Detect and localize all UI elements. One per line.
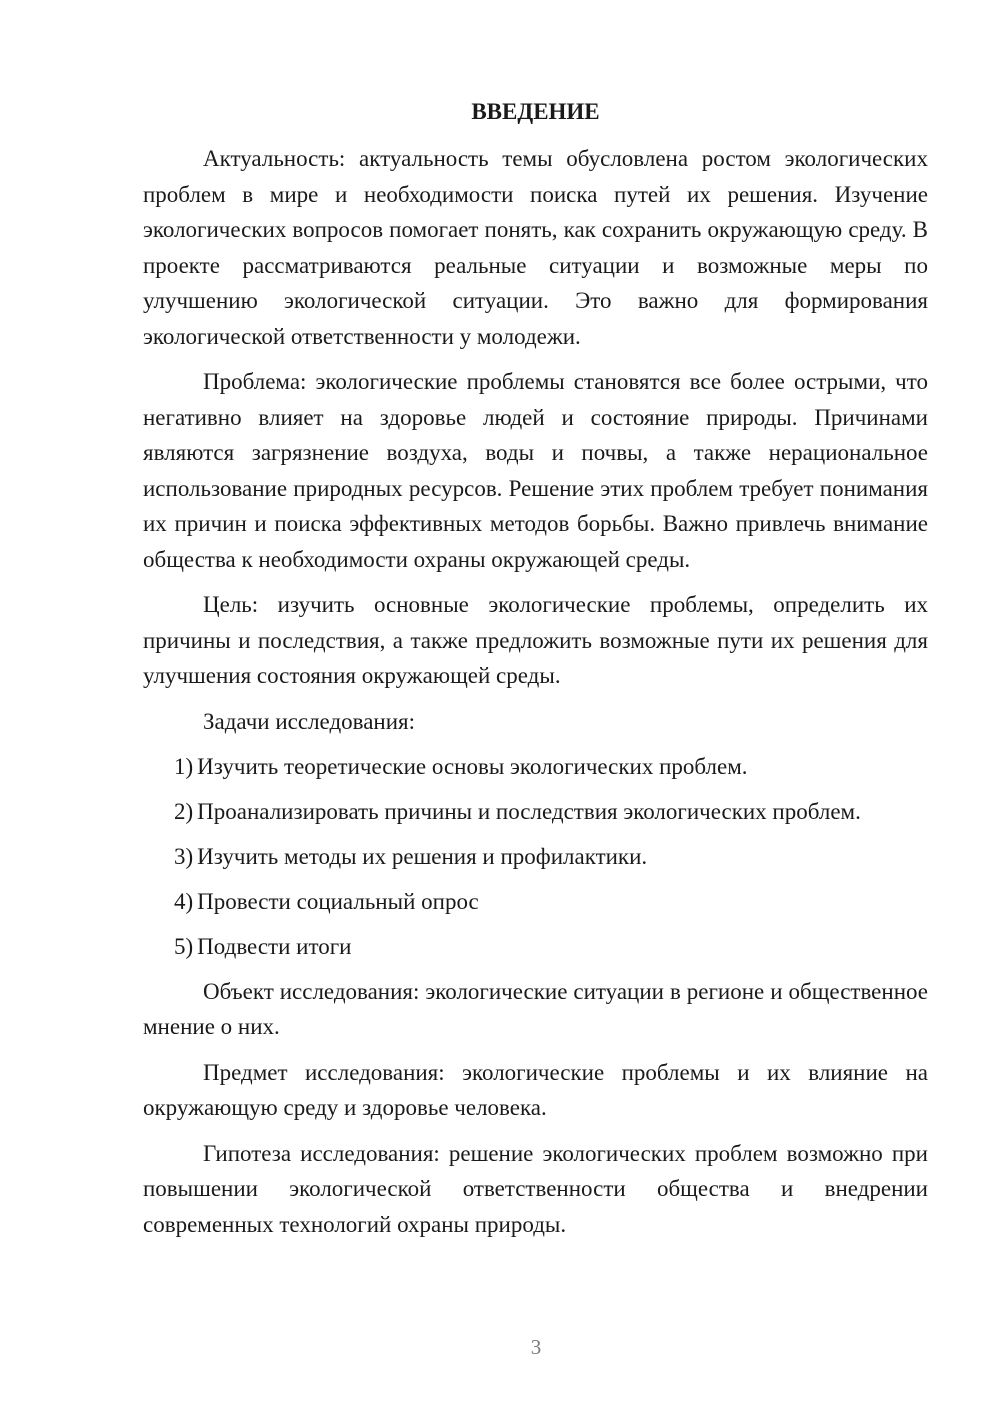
task-number: 3) [174,843,194,869]
document-body [143,94,928,1242]
task-text: Изучить теоретические основы экологических проблем. [197,753,748,779]
paragraph-subject: Предмет исследования: экологические проблемы и их влияние на окружающую среду и здоровье человека. [143,1059,928,1120]
task-item [143,884,928,920]
task-text: Провести социальный опрос [197,888,479,914]
tasks-heading: Задачи исследования: [203,708,416,734]
page-number: 3 [530,1335,542,1359]
paragraph-problem: Проблема: экологические проблемы становятся все более острыми, что негативно влияет на здоровье людей и состояние природы. Причинами являются загрязнение воздуха, воды и почвы, а также нерациональное использование природных ресурсов. Решение этих проблем требует понимания их причин и поиска эффективных методов борьбы. Важно привлечь внимание общества к необходимости охраны окружающей среды. [143,369,928,572]
paragraph-hypothesis: Гипотеза исследования: решение экологических проблем возможно при повышении экологической ответственности общества и внедрении современных технологий охраны природы. [143,1140,928,1237]
task-text: Проанализировать причины и последствия экологических проблем. [197,798,861,824]
task-number: 2) [174,798,194,824]
paragraph-relevance: Актуальность: актуальность темы обусловлена ростом экологических проблем в мире и необходимости поиска путей их решения. Изучение экологических вопросов помогает понять, как сохранить окружающую среду. В проекте рассматриваются реальные ситуации и возможные меры по улучшению экологической ситуации. Это важно для формирования экологической ответственности у молодежи. [143,146,928,349]
task-text: Изучить методы их решения и профилактики. [197,843,648,869]
paragraph-goal: Цель: изучить основные экологические проблемы, определить их причины и последствия, а также предложить возможные пути их решения для улучшения состояния окружающей среды. [143,592,928,688]
task-text: Подвести итоги [197,933,352,959]
task-item [143,794,928,830]
task-item [143,839,928,875]
task-number: 5) [174,933,194,959]
section-title: ВВЕДЕНИЕ [471,99,600,124]
task-item [143,749,928,785]
task-number: 1) [174,753,194,779]
paragraph-object: Объект исследования: экологические ситуации в регионе и общественное мнение о них. [143,978,928,1039]
task-item [143,929,928,965]
task-number: 4) [174,888,194,914]
